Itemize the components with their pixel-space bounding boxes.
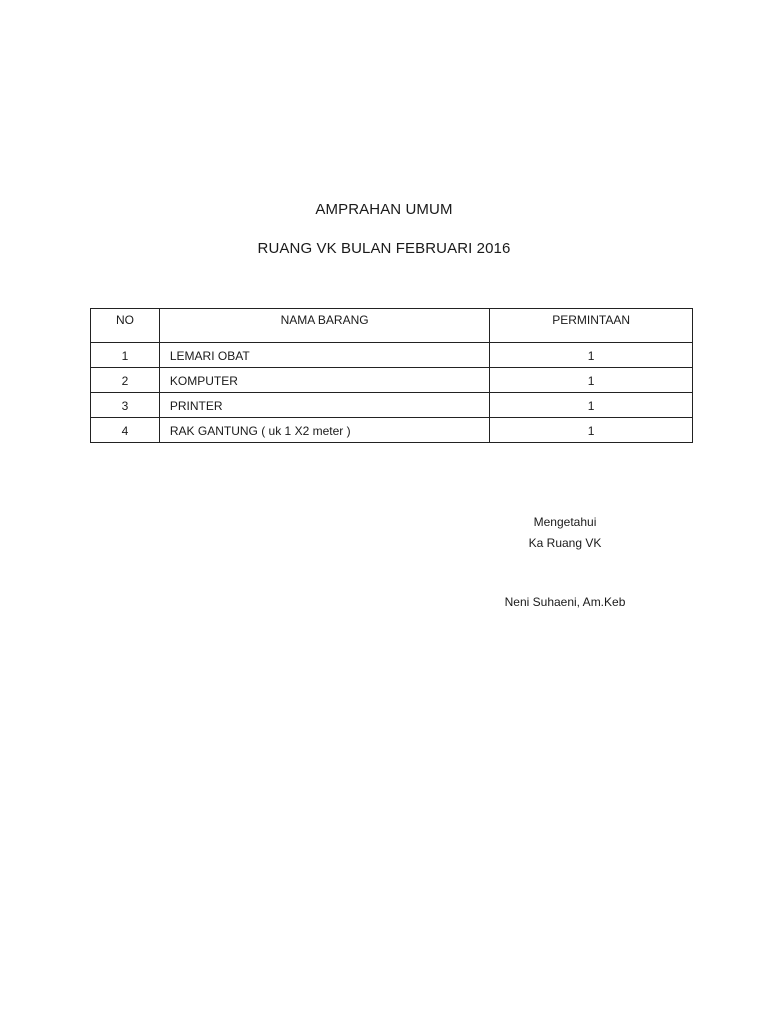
table-row <box>91 393 693 418</box>
signature-acknowledged-label: Mengetahui <box>533 515 597 529</box>
cell-item-name: PRINTER <box>159 393 489 418</box>
header-item-name: NAMA BARANG <box>159 309 489 343</box>
cell-item-name: RAK GANTUNG ( uk 1 X2 meter ) <box>159 418 489 443</box>
cell-request: 1 <box>490 393 693 418</box>
cell-request: 1 <box>490 343 693 368</box>
items-table <box>90 308 693 443</box>
signature-name: Neni Suhaeni, Am.Keb <box>504 595 626 609</box>
header-request: PERMINTAAN <box>490 309 693 343</box>
table-header-row <box>91 309 693 343</box>
document-title: AMPRAHAN UMUM <box>315 201 453 218</box>
cell-no: 4 <box>91 418 160 443</box>
table-row <box>91 418 693 443</box>
signature-role: Ka Ruang VK <box>528 536 602 550</box>
cell-request: 1 <box>490 368 693 393</box>
header-no: NO <box>91 309 160 343</box>
cell-no: 2 <box>91 368 160 393</box>
document-subtitle: RUANG VK BULAN FEBRUARI 2016 <box>257 240 511 257</box>
table-row <box>91 343 693 368</box>
cell-item-name: LEMARI OBAT <box>159 343 489 368</box>
cell-no: 1 <box>91 343 160 368</box>
table-row <box>91 368 693 393</box>
cell-item-name: KOMPUTER <box>159 368 489 393</box>
cell-request: 1 <box>490 418 693 443</box>
cell-no: 3 <box>91 393 160 418</box>
